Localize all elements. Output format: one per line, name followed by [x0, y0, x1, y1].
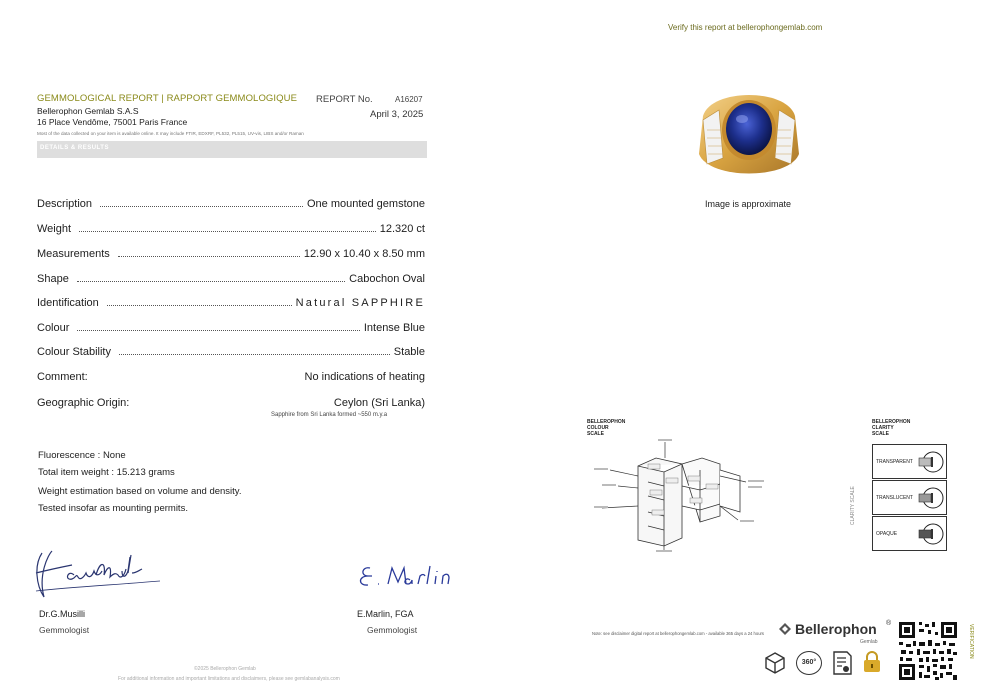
brand-sub: Gemlab	[860, 639, 878, 645]
origin-note: Sapphire from Sri Lanka formed ~550 m.y.a	[271, 412, 388, 418]
colour-scale-title	[587, 419, 625, 437]
dot-leader	[118, 256, 300, 257]
detail-row-colour-stability	[37, 344, 425, 358]
dot-leader	[77, 330, 359, 331]
brand-name: Bellerophon	[795, 621, 877, 637]
clarity-level-label: TRANSLUCENT	[876, 495, 913, 501]
detail-value: One mounted gemstone	[306, 198, 425, 210]
note-tested: Tested insofar as mounting permits.	[38, 503, 188, 514]
qr-code-icon	[897, 620, 959, 682]
detail-row-shape	[37, 271, 425, 285]
signature-musilli	[32, 545, 162, 603]
report-number: A16207	[395, 95, 423, 104]
detail-label: Measurements	[37, 248, 110, 260]
report-title: GEMMOLOGICAL REPORT | RAPPORT GEMMOLOGIQUE	[37, 93, 298, 104]
scale-title-line: CLARITY	[872, 425, 894, 431]
scale-title-line: BELLEROPHON	[587, 419, 626, 425]
detail-value: Ceylon (Sri Lanka)	[333, 397, 425, 409]
copyright: ©2025 Bellerophon Gemlab	[194, 666, 256, 672]
clarity-vertical-label: CLARITY SCALE	[850, 486, 856, 525]
clarity-level-opaque	[872, 516, 947, 551]
detail-value: Natural SAPPHIRE	[295, 297, 425, 309]
company-address: 16 Place Vendôme, 75001 Paris France	[37, 117, 188, 127]
dot-leader	[107, 305, 292, 306]
detail-label: Identification	[37, 297, 99, 309]
detail-row-weight	[37, 221, 425, 235]
lock-icon	[862, 650, 882, 674]
scale-title-line: COLOUR	[587, 425, 609, 431]
detail-label: Description	[37, 198, 93, 210]
opaque-icon	[918, 521, 944, 547]
detail-row-comment	[37, 369, 425, 383]
signature-marlin	[358, 562, 468, 590]
detail-value: 12.90 x 10.40 x 8.50 mm	[303, 248, 425, 260]
clarity-scale-title	[872, 419, 910, 437]
clarity-level-label: OPAQUE	[876, 531, 898, 537]
detail-label: Colour Stability	[37, 346, 111, 358]
transparent-icon	[918, 449, 944, 475]
scale-title-line: SCALE	[587, 431, 604, 437]
detail-value: No indications of heating	[304, 371, 425, 383]
report-date: April 3, 2025	[370, 109, 424, 120]
detail-row-origin	[37, 395, 425, 409]
detail-value: Intense Blue	[363, 322, 425, 334]
certificate-icon	[830, 650, 854, 676]
data-note: Most of the data collected on your item is available online. It may include FTIR, EDXRF, PL532, PL515, UV-vis, LIBS and/or Raman	[37, 131, 304, 136]
detail-label: Comment:	[37, 371, 88, 383]
digital-report-note: Note: see disclaimer digital report at bellerophongemlab.com - available 365 days a 24 hours	[592, 631, 765, 636]
detail-row-measurements	[37, 246, 425, 260]
cube-icon	[763, 651, 787, 675]
image-caption: Image is approximate	[705, 199, 792, 209]
detail-value: Stable	[393, 346, 425, 358]
company-name: Bellerophon Gemlab S.A.S	[37, 106, 139, 116]
detail-value: 12.320 ct	[379, 223, 425, 235]
clarity-level-label: TRANSPARENT	[876, 459, 913, 465]
detail-label: Shape	[37, 273, 69, 285]
detail-label: Weight	[37, 223, 72, 235]
logo-icon	[777, 621, 793, 637]
details-band-label: DETAILS & RESULTS	[40, 145, 109, 151]
dot-leader	[119, 354, 390, 355]
scale-title-line: SCALE	[872, 431, 889, 437]
clarity-level-transparent	[872, 444, 947, 479]
detail-label: Geographic Origin:	[37, 397, 130, 409]
signer-role: Gemmologist	[39, 625, 90, 635]
360-icon: 360°	[796, 651, 822, 675]
details-band	[37, 141, 427, 158]
signer-name: Dr.G.Musilli	[39, 609, 86, 619]
note-weight-estimation: Weight estimation based on volume and density.	[38, 486, 242, 497]
detail-row-colour	[37, 320, 425, 334]
detail-row-description	[37, 196, 425, 210]
detail-value: Cabochon Oval	[349, 273, 425, 285]
clarity-level-translucent	[872, 480, 947, 515]
scale-title-line: BELLEROPHON	[872, 419, 911, 425]
detail-row-identification	[37, 295, 425, 309]
dot-leader	[79, 231, 376, 232]
dot-leader	[77, 281, 345, 282]
signer-role: Gemmologist	[367, 625, 418, 635]
note-fluorescence: Fluorescence : None	[38, 450, 126, 461]
brand-registered: ®	[886, 620, 892, 627]
ring-image	[693, 76, 805, 184]
verify-text: Verify this report at bellerophongemlab.com	[668, 23, 823, 32]
note-total-weight: Total item weight : 15.213 grams	[38, 467, 175, 478]
verification-side-text: VERIFICATION	[968, 624, 974, 659]
disclaimer: For additional information and important limitations and disclaimers, please see gemlabanalysis.com	[118, 676, 340, 682]
report-number-label: REPORT No.	[316, 94, 373, 105]
detail-label: Colour	[37, 322, 70, 334]
signer-name: E.Marlin, FGA	[357, 609, 414, 619]
translucent-icon	[918, 485, 944, 511]
dot-leader	[100, 206, 303, 207]
colour-scale-diagram	[588, 436, 778, 554]
